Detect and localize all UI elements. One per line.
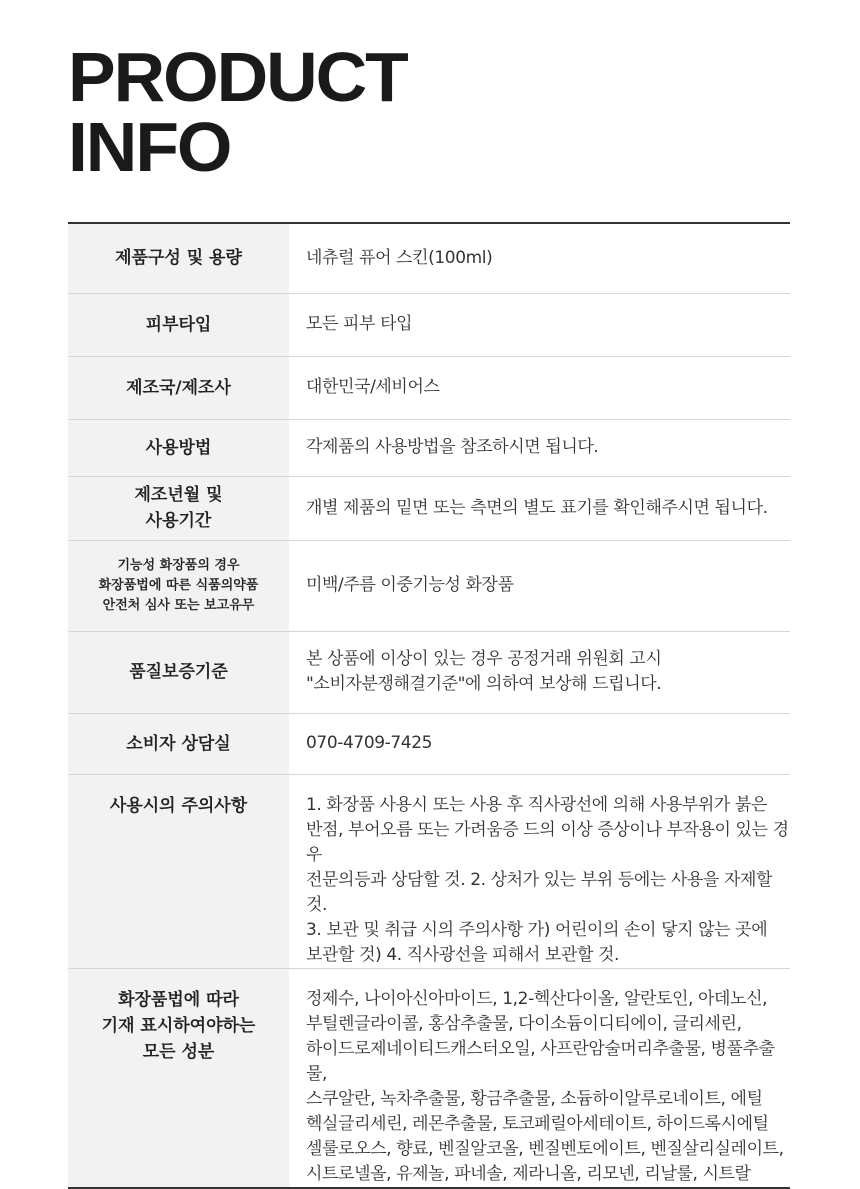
table-row [68,774,790,968]
page-title [68,38,407,186]
table-row [68,223,790,293]
row-value: 1. 화장품 사용시 또는 사용 후 직사광선에 의해 사용부위가 붉은 반점, 부어오름 또는 가려움증 드의 이상 증상이나 부작용이 있는 경우 전문의등과 상담할 것. 2. 상처가 있는 부위 등에는 사용을 자제할 것. 3. 보관 및 취급 시의 주의사항 가) 어린이의 손이 닿지 않는 곳에 보관할 것) 4. 직사광선을 피해서 보관할 것. [306,794,789,965]
row-value: 미백/주름 이중기능성 화장품 [306,575,514,595]
table-row [68,540,790,631]
row-value: 정제수, 나이아신아마이드, 1,2-헥산다이올, 알란토인, 아데노신, 부틸렌글라이콜, 홍삼추출물, 다이소듐이디티에이, 글리세린, 하이드로제네이티드캐스터오일, 사프란암술머리추출물, 병풀추출물, 스쿠알란, 녹차추출물, 황금추출물, 소듐하이알루로네이트, 에틸 헥실글리세린, 레몬추출물, 토코페릴아세테이트, 하이드록시에틸 셀룰로오스, 향료, 벤질알코올, 벤질벤토에이트, 벤질살리실레이트, 시트로넬올, 유제놀, 파네솔, 제라니올, 리모넨, 리날룰, 시트랄 [306,988,784,1184]
product-info-table [68,222,790,1189]
row-value: 네츄럴 퓨어 스킨(100ml) [306,247,493,268]
table-row [68,713,790,774]
row-label: 제조년월 및 사용기간 [68,476,289,540]
row-label: 품질보증기준 [68,631,289,713]
row-label: 사용시의 주의사항 [68,774,289,968]
table-row [68,968,790,1188]
row-value: 각제품의 사용방법을 참조하시면 됩니다. [306,437,599,457]
table-row [68,356,790,419]
page-title-line-2: INFO [68,108,231,186]
row-label: 제품구성 및 용량 [68,223,289,293]
row-label: 화장품법에 따라 기재 표시하여야하는 모든 성분 [68,968,289,1188]
page-title-line-1: PRODUCT [68,38,407,116]
row-value: 개별 제품의 밑면 또는 측면의 별도 표기를 확인해주시면 됩니다. [306,497,768,518]
row-label: 피부타입 [68,293,289,356]
row-value: 070-4709-7425 [306,733,433,753]
row-label: 기능성 화장품의 경우 화장품법에 따른 식품의약품 안전처 심사 또는 보고유무 [68,540,289,631]
row-label: 사용방법 [68,419,289,476]
table-row [68,476,790,540]
row-value: 본 상품에 이상이 있는 경우 공정거래 위원회 고시 "소비자분쟁해결기준"에 의하여 보상해 드립니다. [306,649,662,694]
row-label: 소비자 상담실 [68,713,289,774]
table-row [68,419,790,476]
row-label: 제조국/제조사 [68,356,289,419]
row-value: 모든 피부 타입 [306,314,413,334]
row-value: 대한민국/세비어스 [306,377,440,397]
table-row [68,293,790,356]
table-row [68,631,790,713]
